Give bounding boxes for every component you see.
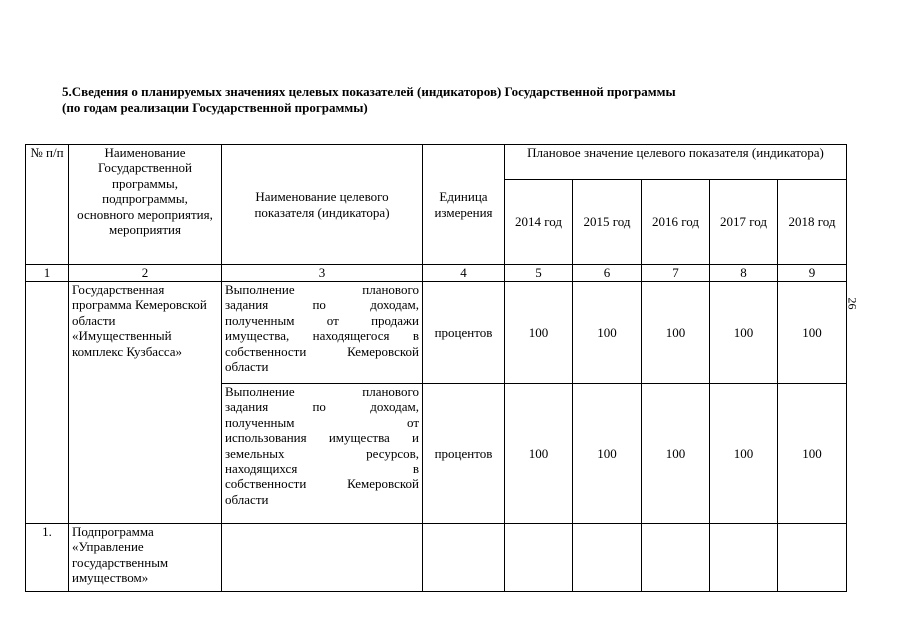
row-value: 100 <box>573 282 642 384</box>
row-value: 100 <box>710 384 778 524</box>
row-program-name: Подпрограмма «Управление государственным имуществом» <box>69 524 222 592</box>
row-unit: процентов <box>423 384 505 524</box>
indicator-line: Выполнение планового <box>225 384 419 399</box>
row-value: 100 <box>505 384 573 524</box>
document-title <box>62 84 822 116</box>
row-value: 100 <box>642 384 710 524</box>
column-number: 6 <box>573 265 642 282</box>
indicator-line: собственности Кемеровской <box>225 476 419 492</box>
row-indicator-name <box>222 384 423 524</box>
header-program-name: Наименование Государственной программы, подпрограммы, основного мероприятия, мероприятия <box>69 145 222 265</box>
column-number: 4 <box>423 265 505 282</box>
indicator-line: находящихся в <box>225 461 419 477</box>
row-value: 100 <box>642 282 710 384</box>
title-line-2: (по годам реализации Государственной программы) <box>62 100 368 115</box>
header-unit: Единица измерения <box>423 145 505 265</box>
row-value: 100 <box>778 282 847 384</box>
row-indicator-name <box>222 524 423 592</box>
indicator-line: полученным от <box>225 414 419 430</box>
row-value: 100 <box>505 282 573 384</box>
row-value <box>505 524 573 592</box>
table-row <box>26 282 847 384</box>
indicator-line: имущества, находящегося в <box>225 328 419 344</box>
indicator-line: собственности Кемеровской <box>225 343 419 359</box>
indicator-line: Выполнение планового <box>225 282 419 297</box>
indicator-line: полученным от продажи <box>225 312 419 328</box>
row-value <box>573 524 642 592</box>
header-year: 2018 год <box>778 180 847 265</box>
row-value: 100 <box>778 384 847 524</box>
column-number: 5 <box>505 265 573 282</box>
indicator-line: области <box>225 491 269 507</box>
column-number: 7 <box>642 265 710 282</box>
title-line-1: 5.Сведения о планируемых значениях целевых показателей (индикаторов) Государственной программы <box>62 84 676 99</box>
indicator-line: земельных ресурсов, <box>225 445 419 461</box>
row-value <box>710 524 778 592</box>
row-num <box>26 282 69 524</box>
header-year: 2016 год <box>642 180 710 265</box>
indicator-line: задания по доходам, <box>225 399 419 415</box>
table-row <box>26 524 847 592</box>
column-number: 2 <box>69 265 222 282</box>
header-indicator-name: Наименование целевого показателя (индикатора) <box>222 145 423 265</box>
row-unit: процентов <box>423 282 505 384</box>
row-value <box>778 524 847 592</box>
column-numbers-row <box>26 265 847 282</box>
indicator-line: использования имущества и <box>225 430 419 446</box>
header-year: 2015 год <box>573 180 642 265</box>
column-number: 3 <box>222 265 423 282</box>
header-row <box>26 145 847 180</box>
indicator-line: области <box>225 359 269 375</box>
header-year: 2017 год <box>710 180 778 265</box>
row-value <box>642 524 710 592</box>
row-value: 100 <box>573 384 642 524</box>
row-unit <box>423 524 505 592</box>
row-indicator-name <box>222 282 423 384</box>
header-year: 2014 год <box>505 180 573 265</box>
row-value: 100 <box>710 282 778 384</box>
row-program-name: Государственная программа Кемеровской области «Имущественный комплекс Кузбасса» <box>69 282 222 524</box>
header-num: № п/п <box>26 145 69 265</box>
header-plan-group: Плановое значение целевого показателя (индикатора) <box>505 145 847 180</box>
column-number: 9 <box>778 265 847 282</box>
column-number: 1 <box>26 265 69 282</box>
row-num: 1. <box>26 524 69 592</box>
page-number: 26 <box>845 297 860 310</box>
indicator-line: задания по доходам, <box>225 297 419 313</box>
indicators-table <box>25 144 847 592</box>
column-number: 8 <box>710 265 778 282</box>
